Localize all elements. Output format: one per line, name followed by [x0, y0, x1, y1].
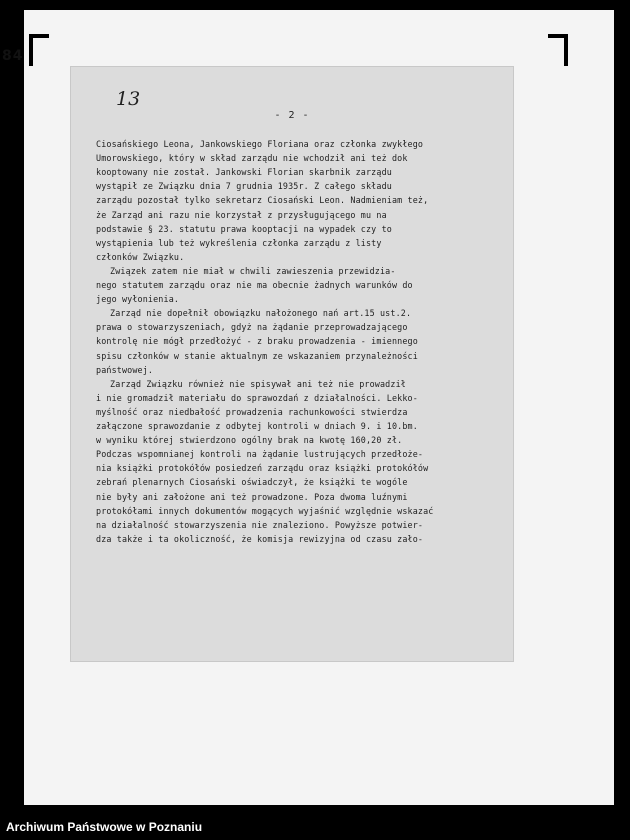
text-line: państwowej.: [96, 364, 154, 375]
document-page: [70, 66, 514, 662]
text-line: kooptowany nie został. Jankowski Florian skarbnik zarządu: [96, 167, 392, 178]
text-line: zarządu pozostał tylko sekretarz Ciosański Leon. Nadmieniam też,: [96, 195, 429, 206]
text-line: Ciosańskiego Leona, Jankowskiego Floriana oraz członka zwykłego: [96, 139, 424, 149]
text-line: że Zarząd ani razu nie korzystał z przysługującego mu na: [96, 209, 387, 220]
text-line: Umorowskiego, który w skład zarządu nie wchodził ani też dok: [96, 153, 408, 164]
text-line: nego statutem zarządu oraz nie ma obecnie żadnych warunków do: [96, 280, 413, 290]
text-line: Zarząd nie dopełnił obowiązku nałożonego nań art.15 ust.2.: [110, 308, 412, 319]
text-line: spisu członków w stanie aktualnym ze wskazaniem przynależności: [96, 350, 418, 361]
archive-label: Archiwum Państwowe w Poznaniu: [6, 820, 203, 834]
text-line: Związek zatem nie miał w chwili zawieszenia przewidzia-: [110, 265, 396, 276]
text-line: dza także i ta okoliczność, że komisja rewizyjna od czasu zało-: [96, 533, 424, 544]
text-line: wystąpił ze Związku dnia 7 grudnia 1935r. Z całego składu: [96, 181, 392, 192]
folio-number: 13: [116, 88, 141, 110]
text-line: członków Związku.: [96, 251, 185, 262]
text-line: prawa o stowarzyszeniach, gdyż na żądanie przeprowadzającego: [96, 322, 408, 333]
text-line: protokółami innych dokumentów mogących wyjaśnić względnie wskazać: [96, 505, 434, 516]
text-line: Zarząd Związku również nie spisywał ani też nie prowadził: [110, 378, 406, 389]
page-number: - 2 -: [274, 110, 310, 121]
text-line: jego wyłonienia.: [96, 294, 180, 305]
text-line: nie były ani założone ani też prowadzone. Poza dwoma luźnymi: [96, 491, 408, 502]
text-line: myślność oraz niedbałość prowadzenia rachunkowości stwierdza: [96, 406, 408, 417]
crop-mark-left: [29, 34, 49, 66]
text-line: podstawie § 23. statutu prawa kooptacji na wypadek czy to: [96, 223, 392, 234]
text-line: w wyniku której stwierdzono ogólny brak na kwotę 160,20 zł.: [96, 435, 403, 446]
footer-bar: [0, 816, 630, 840]
text-line: i nie gromadził materiału do sprawozdań z działalności. Lekko-: [96, 392, 418, 403]
frame-number: 84: [2, 48, 24, 64]
frame-edge-mark: [590, 795, 606, 803]
text-line: nia książki protokółów posiedzeń zarządu oraz książki protokółów: [96, 463, 429, 474]
text-line: Podczas wspomnianej kontroli na żądanie lustrujących przedłoże-: [96, 449, 424, 460]
text-line: kontrolę nie mógł przedłożyć - z braku prowadzenia - imiennego: [96, 336, 418, 347]
text-line: zebrań plenarnych Ciosański oświadczył, że książki te wogóle: [96, 477, 408, 488]
crop-mark-right: [548, 34, 568, 66]
text-line: załączone sprawozdanie z odbytej kontroli w dniach 9. i 10.bm.: [96, 421, 418, 431]
text-line: na działalność stowarzyszenia nie znaleziono. Powyższe potwier-: [96, 519, 424, 530]
text-line: wystąpienia lub też wykreślenia członka zarządu z listy: [96, 237, 382, 248]
